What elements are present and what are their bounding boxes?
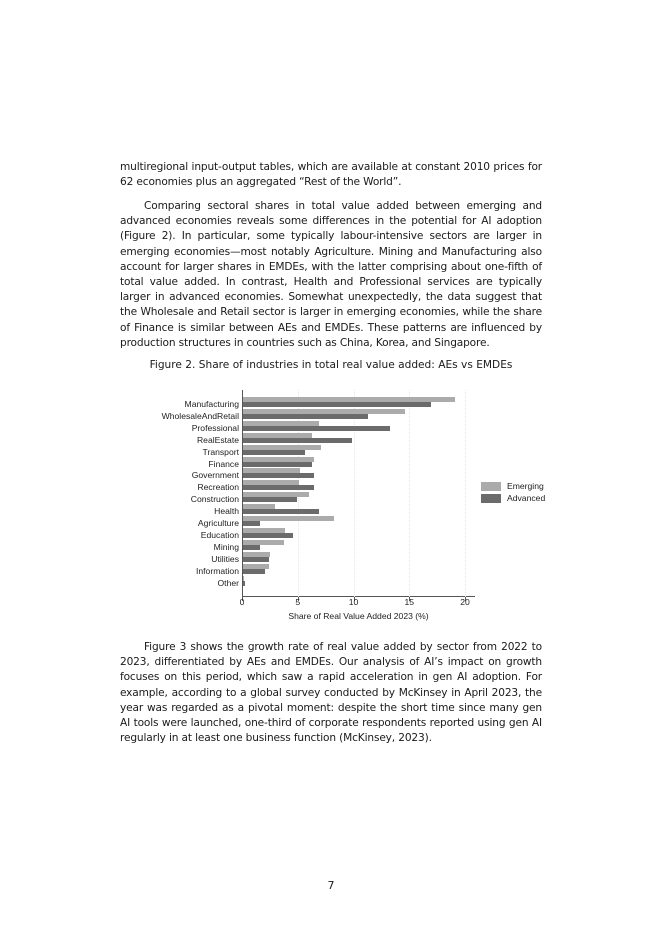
advanced-bar	[243, 521, 260, 526]
legend-label: Emerging	[507, 481, 544, 491]
advanced-bar	[243, 450, 305, 455]
bar-group	[242, 433, 475, 445]
category-label: Education	[200, 529, 239, 540]
legend-item-emerging	[481, 480, 545, 492]
x-tick-label: 15	[404, 597, 415, 607]
bar-group	[242, 528, 475, 540]
bar-group	[242, 409, 475, 421]
bar-group	[242, 516, 475, 528]
bar-group	[242, 564, 475, 576]
category-label: Professional	[191, 422, 239, 433]
category-label: Manufacturing	[184, 399, 239, 409]
category-label: WholesaleAndRetail	[161, 410, 239, 421]
figure-caption: Figure 2. Share of industries in total real value added: AEs vs EMDEs	[149, 359, 513, 371]
x-tick-label: 20	[460, 597, 470, 607]
bar-group	[242, 576, 475, 588]
bar-group	[242, 540, 475, 552]
paragraph-3: Figure 3 shows the growth rate of real value added by sector from 2022 to 2023, differentiated by AEs and EMDEs. Our analysis of AI’s impact on growth focuses on this period, which saw a rapid acceleration in gen AI adoption. For example, according to a global survey conducted by McKinsey in April 2023, the year was regarded as a pivotal moment: despite the short time since many gen AI tools were launched, one-third of corporate respondents reported using gen AI regularly in at least one business function (McKinsey, 2023).	[120, 641, 542, 745]
bar-group	[242, 457, 475, 469]
plot-area	[242, 390, 475, 597]
bar-chart	[145, 385, 565, 625]
legend-label: Advanced	[507, 493, 546, 503]
category-label: Utilities	[211, 553, 239, 564]
advanced-bar	[243, 473, 314, 478]
category-label: Mining	[213, 541, 239, 552]
category-label: Other	[217, 577, 239, 588]
x-tick-label: 0	[239, 597, 245, 607]
category-label: Agriculture	[197, 518, 239, 528]
x-axis-title: Share of Real Value Added 2023 (%)	[288, 611, 429, 621]
x-tick-label: 10	[348, 597, 359, 607]
bar-group	[242, 504, 475, 516]
category-label: Information	[196, 565, 239, 576]
advanced-bar	[243, 414, 368, 419]
advanced-bar	[243, 438, 352, 443]
chart-legend	[481, 480, 545, 504]
category-label: Health	[214, 506, 239, 517]
advanced-bar	[243, 509, 319, 514]
advanced-bar	[243, 497, 297, 502]
advanced-bar	[243, 462, 312, 467]
bar-group	[242, 492, 475, 504]
paragraph-1: multiregional input-output tables, which are available at constant 2010 prices for 62 economies plus an aggregated “Rest of the World”.	[120, 161, 542, 189]
legend-swatch	[481, 482, 501, 491]
bar-group	[242, 480, 475, 492]
legend-swatch	[481, 494, 501, 503]
advanced-bar	[243, 533, 293, 538]
category-label: Finance	[208, 458, 239, 469]
advanced-bar	[243, 545, 260, 550]
category-label: Transport	[202, 446, 239, 457]
bar-group	[242, 445, 475, 457]
category-label: RealEstate	[196, 434, 239, 445]
advanced-bar	[243, 402, 431, 407]
legend-item-advanced	[481, 492, 545, 504]
category-label: Recreation	[197, 482, 239, 493]
advanced-bar	[243, 485, 314, 490]
paragraph-2: Comparing sectoral shares in total value added between emerging and advanced economies reveals some differences in the potential for AI adoption (Figure 2). In particular, some typically labour-intensive sectors are larger in emerging economies—most notably Agriculture. Mining and Manufacturing also account for larger shares in EMDEs, with the latter comprising about one-fifth of total value added. In contrast, Health and Professional services are typically larger in advanced economies. Somewhat unexpectedly, the data suggest that the Wholesale and Retail sector is larger in emerging economies, while the share of Finance is similar between AEs and EMDEs. These patterns are influenced by production structures in countries such as China, Korea, and Singapore.	[120, 200, 542, 349]
bar-group	[242, 468, 475, 480]
bar-group	[242, 397, 475, 409]
advanced-bar	[243, 569, 265, 574]
advanced-bar	[243, 426, 390, 431]
advanced-bar	[243, 581, 245, 586]
advanced-bar	[243, 557, 269, 562]
category-label: Government	[191, 470, 239, 481]
bar-group	[242, 552, 475, 564]
x-tick-label: 5	[295, 597, 301, 607]
category-label: Construction	[190, 494, 239, 505]
page-number: 7	[327, 879, 335, 892]
bar-group	[242, 421, 475, 433]
